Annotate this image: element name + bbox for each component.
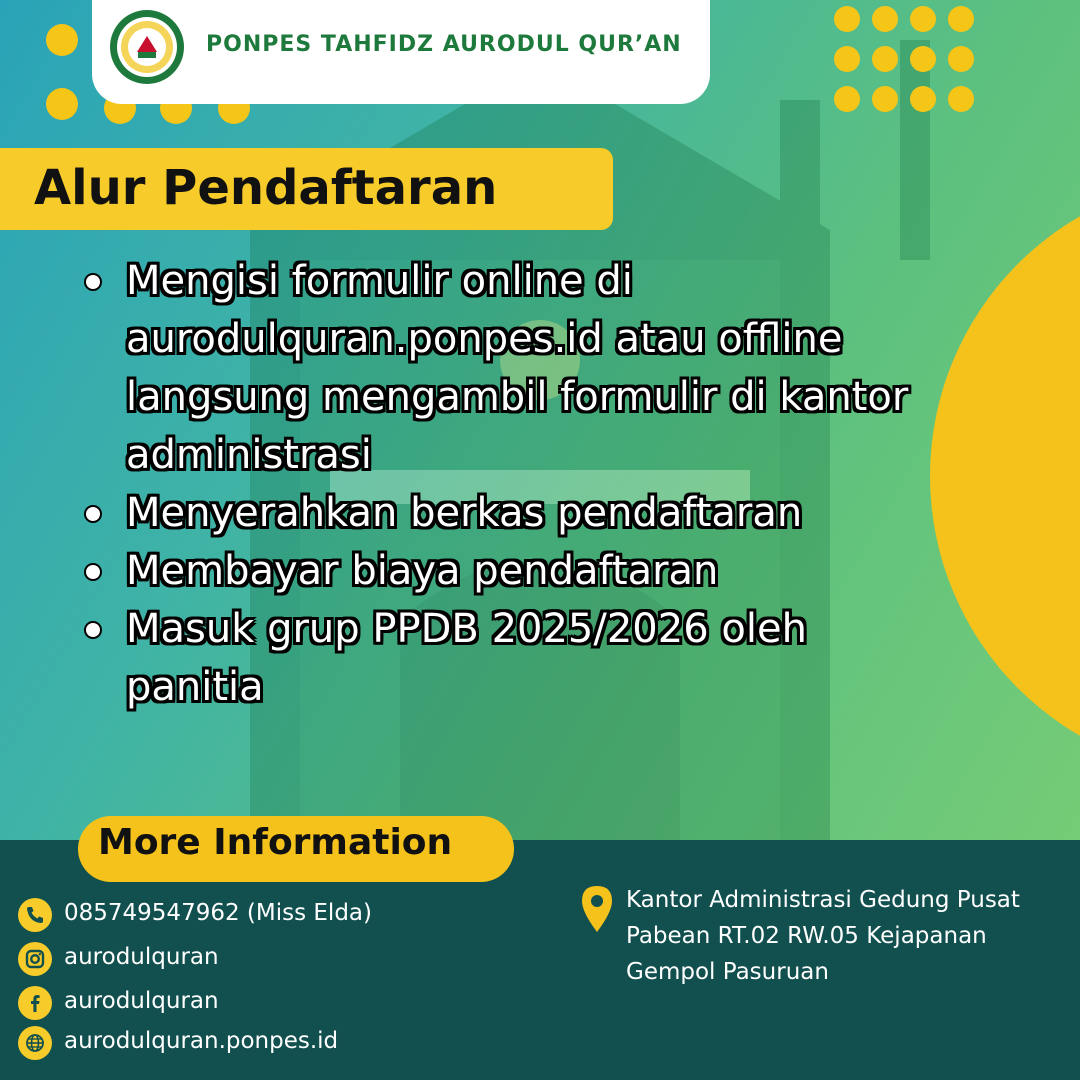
instagram-icon [18, 942, 52, 976]
step-text: Mengisi formulir online di aurodulquran.ponpes.id atau offline langsung mengambil formulir di kantor administrasi [126, 258, 909, 478]
step-item [80, 252, 920, 484]
bullet-icon [86, 623, 100, 637]
school-logo [108, 8, 186, 86]
address-block [626, 882, 1066, 990]
address-line: Pabean RT.02 RW.05 Kejapanan [626, 923, 987, 949]
step-item [80, 542, 920, 600]
step-text: Membayar biaya pendaftaran [126, 548, 719, 594]
decor-dots-right [820, 0, 980, 120]
bullet-icon [86, 275, 100, 289]
address-line: Kantor Administrasi Gedung Pusat [626, 887, 1020, 913]
facebook-text: aurodulquran [64, 988, 219, 1014]
bullet-icon [86, 565, 100, 579]
phone-text: 085749547962 (Miss Elda) [64, 900, 372, 926]
website-text: aurodulquran.ponpes.id [64, 1028, 339, 1054]
bullet-icon [86, 507, 100, 521]
step-item [80, 600, 920, 716]
step-text: Menyerahkan berkas pendaftaran [126, 490, 803, 536]
phone-icon [18, 898, 52, 932]
header-title: PONPES TAHFIDZ AURODUL QUR’AN [206, 32, 682, 57]
step-text: Masuk grup PPDB 2025/2026 oleh panitia [126, 606, 807, 710]
facebook-icon [18, 986, 52, 1020]
address-line: Gempol Pasuruan [626, 959, 829, 985]
location-pin-icon [582, 886, 612, 932]
page-title: Alur Pendaftaran [34, 160, 498, 216]
step-item [80, 484, 920, 542]
more-info-heading: More Information [98, 822, 453, 863]
instagram-text: aurodulquran [64, 944, 219, 970]
globe-icon [18, 1026, 52, 1060]
registration-steps [80, 252, 920, 716]
